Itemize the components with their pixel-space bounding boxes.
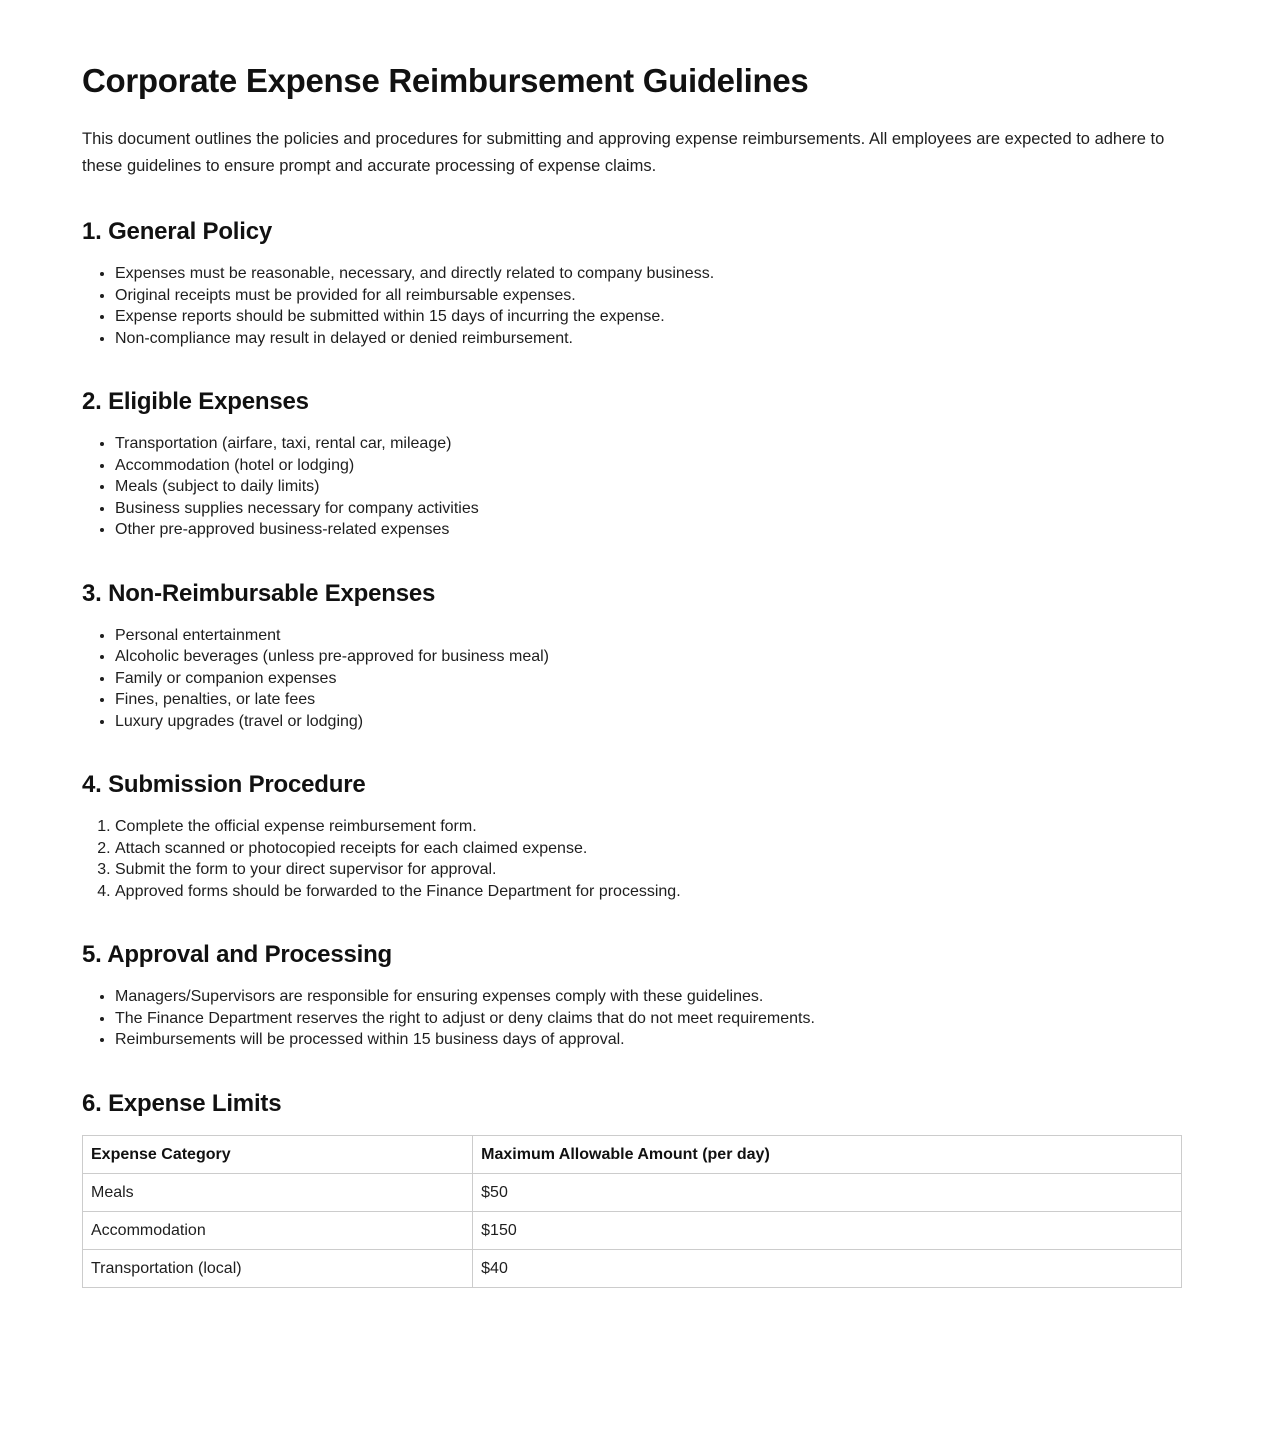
section-2 bbox=[82, 387, 1182, 541]
section-1 bbox=[82, 217, 1182, 349]
bullet-list bbox=[82, 433, 1182, 541]
list-item: 4. Approved forms should be forwarded to the Finance Department for processing. bbox=[115, 881, 1182, 903]
bullet-list bbox=[82, 986, 1182, 1051]
list-item: • Luxury upgrades (travel or lodging) bbox=[115, 711, 1182, 733]
section-6 bbox=[82, 1089, 1182, 1288]
list-item: 1. Complete the official expense reimbursement form. bbox=[115, 816, 1182, 838]
table-row bbox=[83, 1173, 1182, 1211]
list-item: • Family or companion expenses bbox=[115, 668, 1182, 690]
table-cell: $50 bbox=[473, 1173, 1182, 1211]
section-5 bbox=[82, 940, 1182, 1051]
bullet-list bbox=[82, 625, 1182, 733]
list-item: • Meals (subject to daily limits) bbox=[115, 476, 1182, 498]
list-item: • Managers/Supervisors are responsible for ensuring expenses comply with these guidelines. bbox=[115, 986, 1182, 1008]
section-3 bbox=[82, 579, 1182, 733]
list-item: • The Finance Department reserves the right to adjust or deny claims that do not meet requirements. bbox=[115, 1008, 1182, 1030]
table-cell: Transportation (local) bbox=[83, 1249, 473, 1287]
list-item: • Alcoholic beverages (unless pre-approved for business meal) bbox=[115, 646, 1182, 668]
list-item: 3. Submit the form to your direct supervisor for approval. bbox=[115, 859, 1182, 881]
table-header-row bbox=[83, 1135, 1182, 1173]
list-item: • Accommodation (hotel or lodging) bbox=[115, 455, 1182, 477]
list-item: • Fines, penalties, or late fees bbox=[115, 689, 1182, 711]
list-item: • Expense reports should be submitted within 15 days of incurring the expense. bbox=[115, 306, 1182, 328]
list-item: • Business supplies necessary for company activities bbox=[115, 498, 1182, 520]
table-cell: Meals bbox=[83, 1173, 473, 1211]
list-item: • Non-compliance may result in delayed or denied reimbursement. bbox=[115, 328, 1182, 350]
section-heading: 5. Approval and Processing bbox=[82, 941, 392, 968]
numbered-list bbox=[82, 816, 1182, 902]
expense-limits-table bbox=[82, 1135, 1182, 1288]
list-item: • Expenses must be reasonable, necessary, and directly related to company business. bbox=[115, 263, 1182, 285]
intro-paragraph: This document outlines the policies and procedures for submitting and approving expense reimbursements. All employees are expected to adhere to these guidelines to ensure prompt and accurate processing of expense claims. bbox=[82, 130, 1165, 175]
list-item: 2. Attach scanned or photocopied receipts for each claimed expense. bbox=[115, 838, 1182, 860]
list-item: • Reimbursements will be processed within 15 business days of approval. bbox=[115, 1029, 1182, 1051]
section-heading: 3. Non-Reimbursable Expenses bbox=[82, 579, 436, 607]
column-header: Expense Category bbox=[83, 1135, 473, 1173]
list-item: • Original receipts must be provided for all reimbursable expenses. bbox=[115, 285, 1182, 307]
sections-container bbox=[82, 217, 1182, 1288]
list-item: • Personal entertainment bbox=[115, 625, 1182, 647]
list-item: • Other pre-approved business-related expenses bbox=[115, 519, 1182, 541]
table-row bbox=[83, 1211, 1182, 1249]
column-header: Maximum Allowable Amount (per day) bbox=[473, 1135, 1182, 1173]
section-heading: 4. Submission Procedure bbox=[82, 771, 366, 798]
table-cell: $40 bbox=[473, 1249, 1182, 1287]
list-item: • Transportation (airfare, taxi, rental car, mileage) bbox=[115, 433, 1182, 455]
bullet-list bbox=[82, 263, 1182, 349]
section-4 bbox=[82, 770, 1182, 902]
table-cell: Accommodation bbox=[83, 1211, 473, 1249]
table-cell: $150 bbox=[473, 1211, 1182, 1249]
section-heading: 6. Expense Limits bbox=[82, 1089, 282, 1117]
page-title: Corporate Expense Reimbursement Guidelines bbox=[82, 62, 809, 99]
table-row bbox=[83, 1249, 1182, 1287]
section-heading: 2. Eligible Expenses bbox=[82, 388, 309, 415]
section-heading: 1. General Policy bbox=[82, 218, 273, 245]
